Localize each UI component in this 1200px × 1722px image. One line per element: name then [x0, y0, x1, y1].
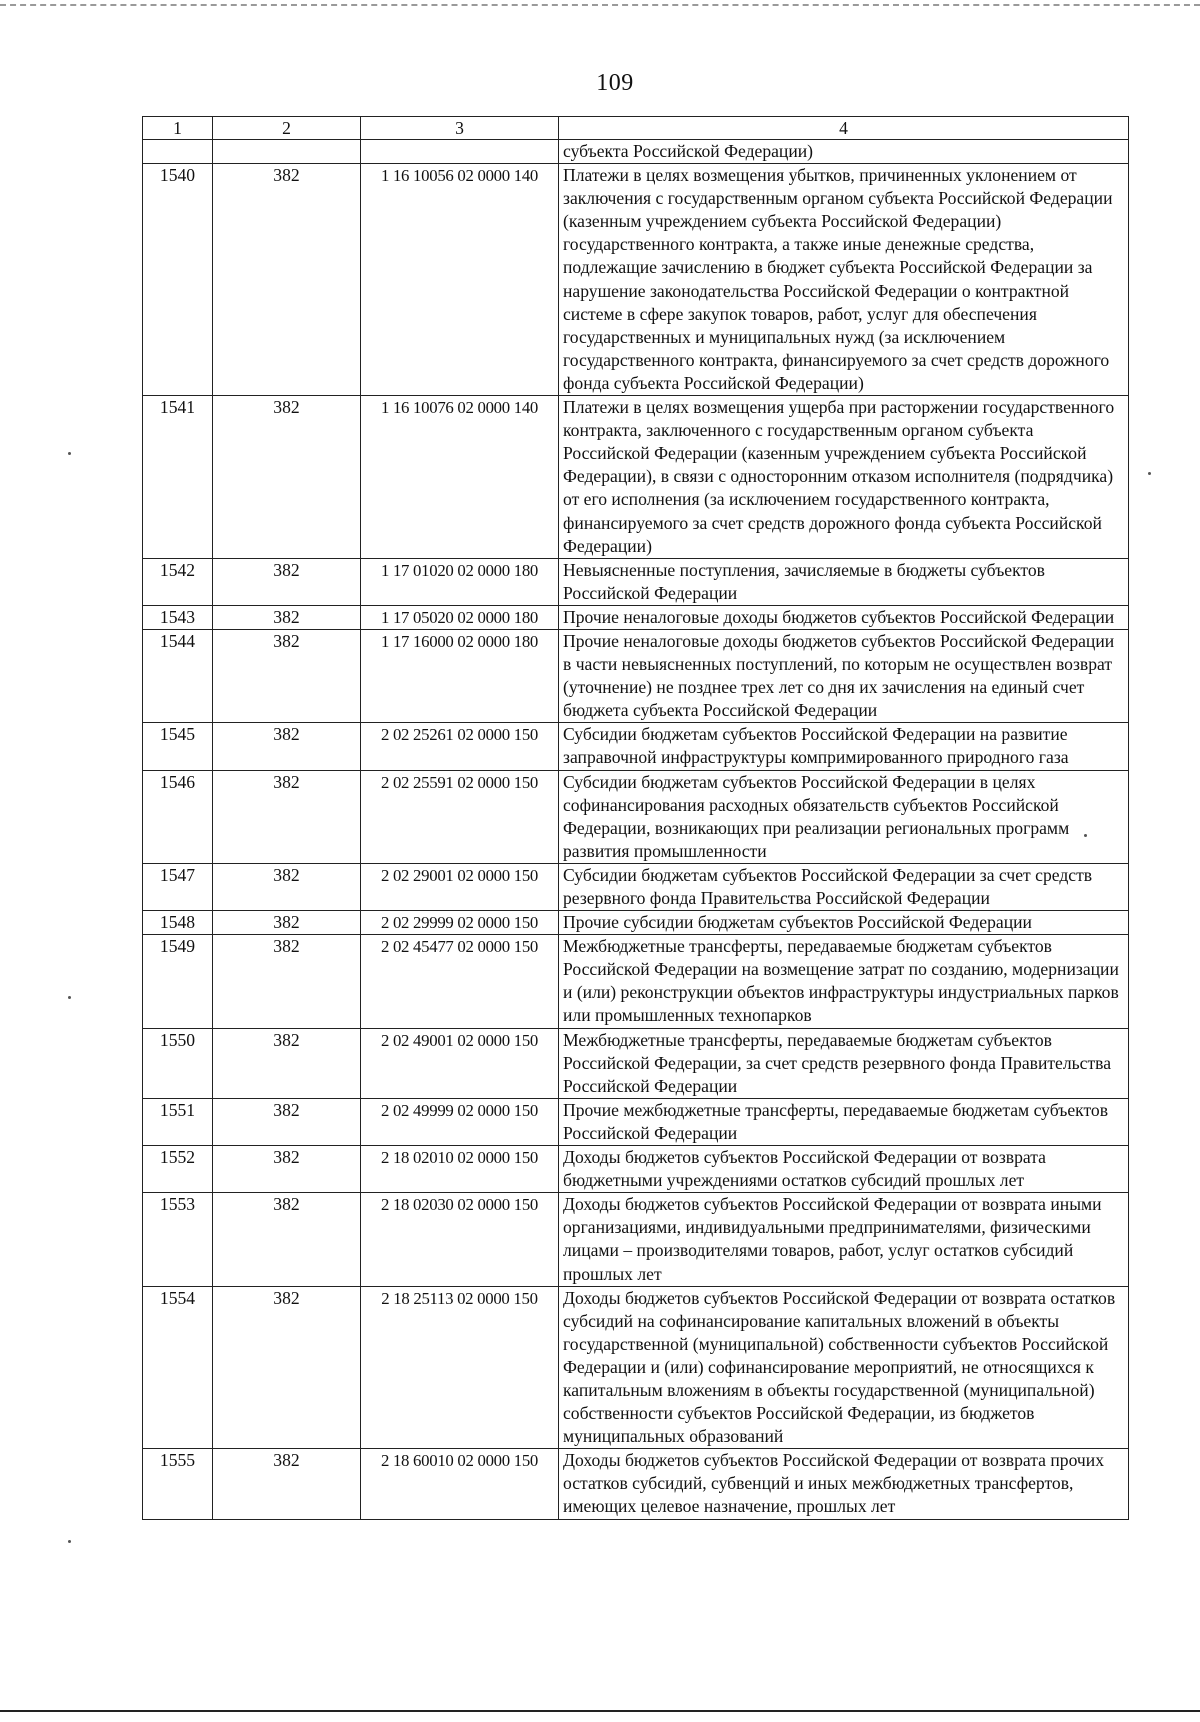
description-cell: Прочие субсидии бюджетам субъектов Российской Федерации: [559, 911, 1129, 935]
continuation-code: [361, 140, 559, 164]
row-number-cell: 1547: [143, 863, 213, 910]
row-number-cell: 1543: [143, 605, 213, 629]
description-cell: Платежи в целях возмещения ущерба при расторжении государственного контракта, заключенного с государственным органом субъекта Российской Федерации (казенным учреждением субъекта Российской Федерации), в связи с односторонним отказом исполнителя (подрядчика) от его исполнения (за исключением государственного контракта, финансируемого за счет средств дорожного фонда субъекта Российской Федерации): [559, 396, 1129, 559]
description-cell: Субсидии бюджетам субъектов Российской Федерации на развитие заправочной инфраструктуры компримированного природного газа: [559, 723, 1129, 770]
row-number-cell: 1548: [143, 911, 213, 935]
budget-code-cell: 1 17 01020 02 0000 180: [361, 558, 559, 605]
description-cell: Доходы бюджетов субъектов Российской Федерации от возврата бюджетными учреждениями остатков субсидий прошлых лет: [559, 1146, 1129, 1193]
row-number-cell: 1555: [143, 1449, 213, 1519]
budget-code-cell: 1 16 10056 02 0000 140: [361, 164, 559, 396]
budget-code-cell: 1 17 05020 02 0000 180: [361, 605, 559, 629]
budget-code-cell: 2 02 25261 02 0000 150: [361, 723, 559, 770]
description-cell: Прочие неналоговые доходы бюджетов субъектов Российской Федерации: [559, 605, 1129, 629]
scan-speck: [68, 996, 71, 999]
budget-code-cell: 2 18 60010 02 0000 150: [361, 1449, 559, 1519]
admin-code-cell: 382: [213, 863, 361, 910]
admin-code-cell: 382: [213, 1449, 361, 1519]
page-number: 109: [596, 70, 634, 96]
description-cell: Доходы бюджетов субъектов Российской Федерации от возврата остатков субсидий на софинансирование капитальных вложений в объекты государственной (муниципальной) собственности субъектов Российской Федерации и (или) софинансирование мероприятий, не относящихся к капитальным вложениям в объекты государственной (муниципальной) собственности субъектов Российской Федерации, из бюджетов муниципальных образований: [559, 1286, 1129, 1449]
budget-code-cell: 2 18 02010 02 0000 150: [361, 1146, 559, 1193]
row-number-cell: 1553: [143, 1193, 213, 1286]
admin-code-cell: 382: [213, 164, 361, 396]
description-cell: Доходы бюджетов субъектов Российской Федерации от возврата прочих остатков субсидий, субвенций и иных межбюджетных трансфертов, имеющих целевое назначение, прошлых лет: [559, 1449, 1129, 1519]
admin-code-cell: 382: [213, 396, 361, 559]
budget-code-cell: 2 02 29001 02 0000 150: [361, 863, 559, 910]
description-cell: Межбюджетные трансферты, передаваемые бюджетам субъектов Российской Федерации, за счет средств резервного фонда Правительства Российской Федерации: [559, 1028, 1129, 1098]
table-row: [143, 605, 1129, 629]
admin-code-cell: 382: [213, 1028, 361, 1098]
admin-code-cell: 382: [213, 558, 361, 605]
header-col-1: 1: [143, 117, 213, 140]
table-row: [143, 911, 1129, 935]
header-col-2: 2: [213, 117, 361, 140]
row-number-cell: 1545: [143, 723, 213, 770]
budget-codes-table: [142, 116, 1129, 1520]
header-col-4: 4: [559, 117, 1129, 140]
row-number-cell: 1550: [143, 1028, 213, 1098]
table-row: [143, 1449, 1129, 1519]
scan-bottom-rule: [0, 1710, 1200, 1712]
header-col-3: 3: [361, 117, 559, 140]
budget-code-cell: 2 02 25591 02 0000 150: [361, 770, 559, 863]
budget-code-cell: 2 02 49999 02 0000 150: [361, 1098, 559, 1145]
budget-code-cell: 2 02 29999 02 0000 150: [361, 911, 559, 935]
row-number-cell: 1546: [143, 770, 213, 863]
description-cell: Прочие межбюджетные трансферты, передаваемые бюджетам субъектов Российской Федерации: [559, 1098, 1129, 1145]
row-number-cell: 1540: [143, 164, 213, 396]
continuation-num: [143, 140, 213, 164]
admin-code-cell: 382: [213, 629, 361, 722]
description-cell: Межбюджетные трансферты, передаваемые бюджетам субъектов Российской Федерации на возмещение затрат по созданию, модернизации и (или) реконструкции объектов инфраструктуры индустриальных парков или промышленных технопарков: [559, 935, 1129, 1028]
table-row: [143, 558, 1129, 605]
continuation-desc: субъекта Российской Федерации): [559, 140, 1129, 164]
admin-code-cell: 382: [213, 935, 361, 1028]
row-number-cell: 1549: [143, 935, 213, 1028]
row-number-cell: 1551: [143, 1098, 213, 1145]
description-cell: Невыясненные поступления, зачисляемые в бюджеты субъектов Российской Федерации: [559, 558, 1129, 605]
budget-code-cell: 2 02 45477 02 0000 150: [361, 935, 559, 1028]
scan-speck: [1148, 472, 1151, 475]
budget-code-cell: 2 02 49001 02 0000 150: [361, 1028, 559, 1098]
header-row: [143, 117, 1129, 140]
budget-code-cell: 1 16 10076 02 0000 140: [361, 396, 559, 559]
budget-code-cell: 1 17 16000 02 0000 180: [361, 629, 559, 722]
description-cell: Субсидии бюджетам субъектов Российской Федерации в целях софинансирования расходных обязательств субъектов Российской Федерации, возникающих при реализации региональных программ развития промышленности: [559, 770, 1129, 863]
continuation-row: [143, 140, 1129, 164]
table-row: [143, 935, 1129, 1028]
admin-code-cell: 382: [213, 1146, 361, 1193]
description-cell: Платежи в целях возмещения убытков, причиненных уклонением от заключения с государственным органом субъекта Российской Федерации (казенным учреждением субъекта Российской Федерации) государственного контракта, а также иные денежные средства, подлежащие зачислению в бюджет субъекта Российской Федерации за нарушение законодательства Российской Федерации о контрактной системе в сфере закупок товаров, работ, услуг для обеспечения государственных и муниципальных нужд (за исключением государственного контракта, финансируемого за счет средств дорожного фонда субъекта Российской Федерации): [559, 164, 1129, 396]
description-cell: Доходы бюджетов субъектов Российской Федерации от возврата иными организациями, индивидуальными предпринимателями, физическими лицами – производителями товаров, работ, услуг остатков субсидий прошлых лет: [559, 1193, 1129, 1286]
table-row: [143, 396, 1129, 559]
continuation-admin: [213, 140, 361, 164]
scan-top-rule: [0, 4, 1200, 6]
budget-code-cell: 2 18 02030 02 0000 150: [361, 1193, 559, 1286]
table-row: [143, 1146, 1129, 1193]
admin-code-cell: 382: [213, 605, 361, 629]
admin-code-cell: 382: [213, 723, 361, 770]
row-number-cell: 1544: [143, 629, 213, 722]
table-row: [143, 1098, 1129, 1145]
table-row: [143, 1193, 1129, 1286]
admin-code-cell: 382: [213, 911, 361, 935]
admin-code-cell: 382: [213, 770, 361, 863]
description-cell: Субсидии бюджетам субъектов Российской Федерации за счет средств резервного фонда Правительства Российской Федерации: [559, 863, 1129, 910]
table-row: [143, 863, 1129, 910]
admin-code-cell: 382: [213, 1193, 361, 1286]
table-row: [143, 629, 1129, 722]
admin-code-cell: 382: [213, 1286, 361, 1449]
scan-speck: [1084, 834, 1087, 837]
description-cell: Прочие неналоговые доходы бюджетов субъектов Российской Федерации в части невыясненных поступлений, по которым не осуществлен возврат (уточнение) не позднее трех лет со дня их зачисления на единый счет бюджета субъекта Российской Федерации: [559, 629, 1129, 722]
row-number-cell: 1554: [143, 1286, 213, 1449]
budget-code-cell: 2 18 25113 02 0000 150: [361, 1286, 559, 1449]
table-row: [143, 164, 1129, 396]
table-row: [143, 1028, 1129, 1098]
scan-speck: [68, 452, 71, 455]
table-row: [143, 770, 1129, 863]
row-number-cell: 1552: [143, 1146, 213, 1193]
row-number-cell: 1541: [143, 396, 213, 559]
table-row: [143, 1286, 1129, 1449]
table-row: [143, 723, 1129, 770]
admin-code-cell: 382: [213, 1098, 361, 1145]
row-number-cell: 1542: [143, 558, 213, 605]
scan-speck: [68, 1540, 71, 1543]
